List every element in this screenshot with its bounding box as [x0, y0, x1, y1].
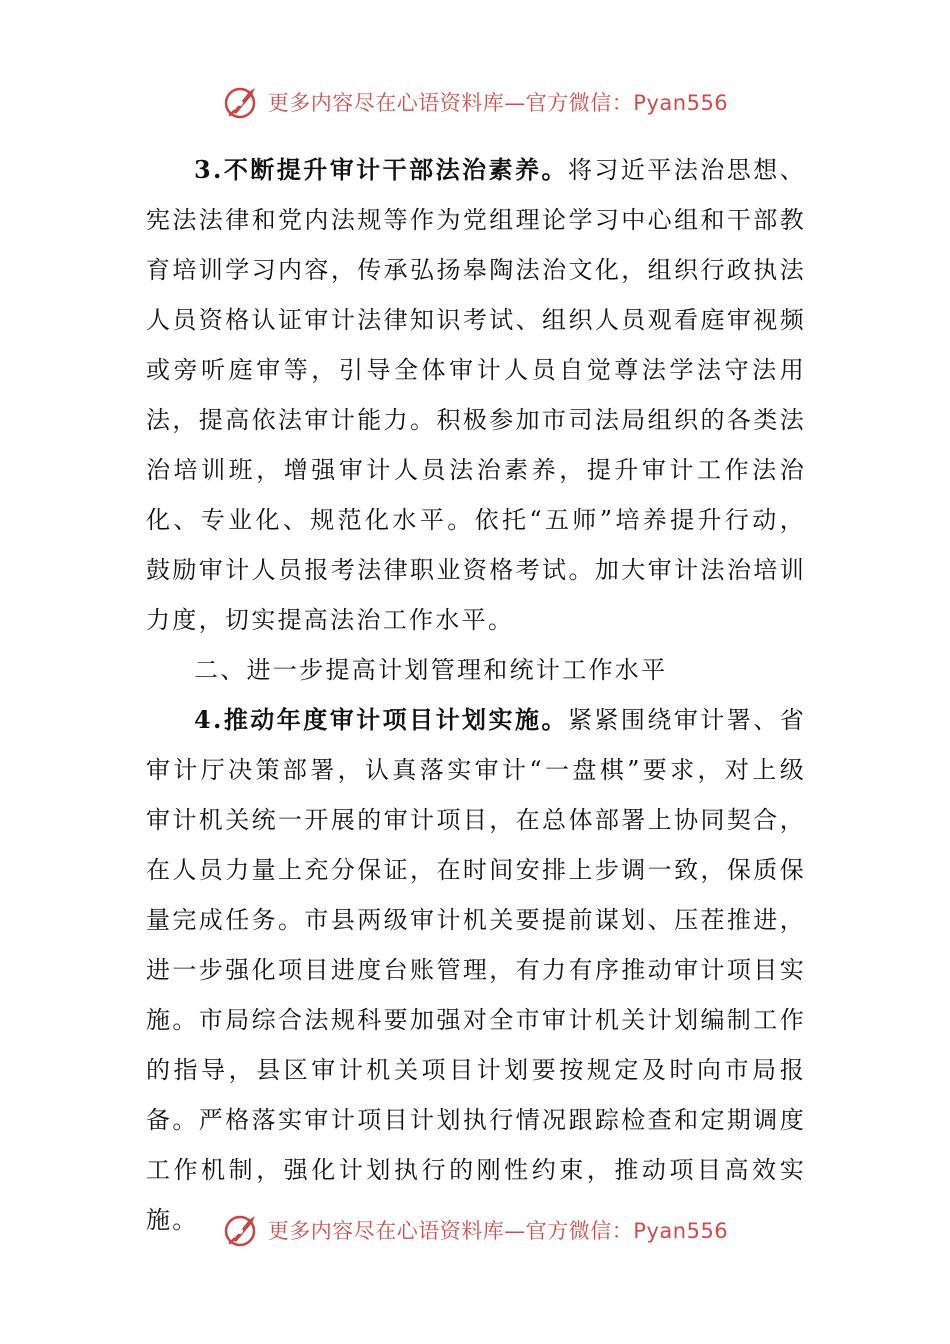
- header-watermark: [0, 80, 950, 124]
- pen-logo-icon: [222, 82, 262, 122]
- watermark-text: 更多内容尽在心语资料库—官方微信：Pyan556: [267, 1219, 729, 1243]
- paragraph-1-heading: 3.不断提升审计干部法治素养。: [194, 155, 568, 184]
- pen-logo-icon: [222, 1210, 262, 1250]
- paragraph-4: [146, 695, 806, 1245]
- paragraph-4-text: 紧紧围绕审计署、省审计厅决策部署，认真落实审计“一盘棋”要求，对上级审计机关统一开展的审计项目，在总体部署上协同契合，在人员力量上充分保证，在时间安排上步调一致，保质保量完成任务。市县两级审计机关要提前谋划、压茬推进，进一步强化项目进度台账管理，有力有序推动审计项目实施。市局综合法规科要加强对全市审计机关计划编制工作的指导，县区审计机关项目计划要按规定及时向市局报备。严格落实审计项目计划执行情况跟踪检查和定期调度工作机制，强化计划执行的刚性约束，推动项目高效实施。: [146, 706, 806, 1234]
- paragraph-1: [146, 145, 806, 645]
- paragraph-4-heading: 4.推动年度审计项目计划实施。: [194, 705, 568, 734]
- document-body: [146, 145, 806, 1245]
- section-heading-2: [146, 645, 806, 695]
- paragraph-1-text: 将习近平法治思想、宪法法律和党内法规等作为党组理论学习中心组和干部教育培训学习内容，传承弘扬皋陶法治文化，组织行政执法人员资格认证审计法律知识考试、组织人员观看庭审视频或旁听庭审等，引导全体审计人员自觉尊法学法守法用法，提高依法审计能力。积极参加市司法局组织的各类法治培训班，增强审计人员法治素养，提升审计工作法治化、专业化、规范化水平。依托“五师”培养提升行动，鼓励审计人员报考法律职业资格考试。加大审计法治培训力度，切实提高法治工作水平。: [146, 156, 806, 634]
- watermark-text: 更多内容尽在心语资料库—官方微信：Pyan556: [267, 91, 729, 115]
- section-heading-2-text: 二、进一步提高计划管理和统计工作水平: [194, 656, 668, 684]
- footer-watermark: [0, 1208, 950, 1252]
